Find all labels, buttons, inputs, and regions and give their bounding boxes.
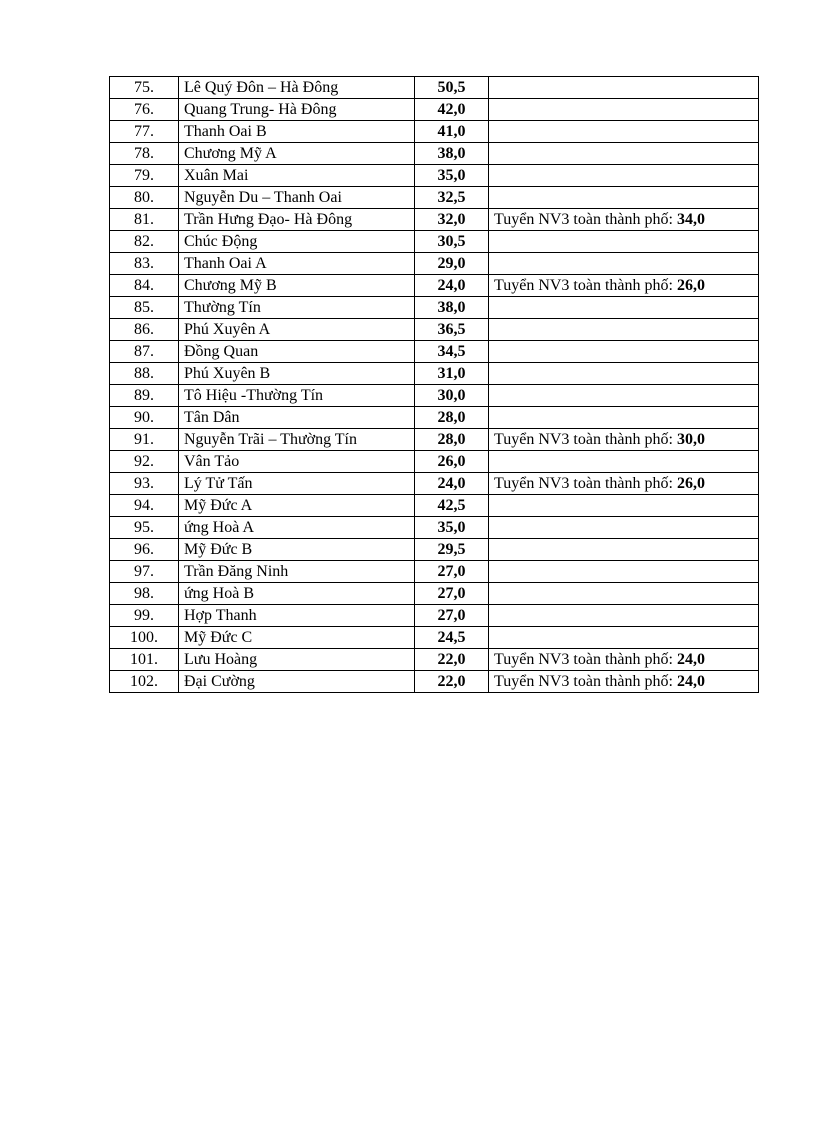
table-row: [110, 253, 759, 275]
row-number-cell: 76.: [110, 99, 179, 121]
table-row: [110, 649, 759, 671]
score-cell: 42,0: [415, 99, 489, 121]
row-number-cell: 91.: [110, 429, 179, 451]
note-cell: [489, 297, 759, 319]
score-cell: 35,0: [415, 165, 489, 187]
note-cell: [489, 649, 759, 671]
note-cell: [489, 77, 759, 99]
row-number-cell: 97.: [110, 561, 179, 583]
score-cell: 24,0: [415, 275, 489, 297]
note-label: Tuyển NV3 toàn thành phố:: [494, 276, 677, 294]
table-row: [110, 363, 759, 385]
score-cell: 24,5: [415, 627, 489, 649]
row-number-cell: 81.: [110, 209, 179, 231]
school-name-cell: Chương Mỹ A: [179, 143, 415, 165]
row-number-cell: 92.: [110, 451, 179, 473]
school-name-cell: Chúc Động: [179, 231, 415, 253]
table-row: [110, 99, 759, 121]
school-name-cell: Lưu Hoàng: [179, 649, 415, 671]
school-name-cell: Tân Dân: [179, 407, 415, 429]
table-row: [110, 495, 759, 517]
table-row: [110, 605, 759, 627]
table-row: [110, 671, 759, 693]
document-page: [109, 76, 759, 693]
note-score-value: 26,0: [676, 276, 705, 294]
school-name-cell: ứng Hoà A: [179, 517, 415, 539]
note-cell: [489, 495, 759, 517]
note-label: Tuyển NV3 toàn thành phố:: [494, 650, 677, 668]
school-name-cell: Mỹ Đức B: [179, 539, 415, 561]
note-cell: [489, 143, 759, 165]
row-number-cell: 79.: [110, 165, 179, 187]
school-name-cell: Trần Đăng Ninh: [179, 561, 415, 583]
row-number-cell: 95.: [110, 517, 179, 539]
school-name-cell: Thanh Oai A: [179, 253, 415, 275]
score-cell: 28,0: [415, 429, 489, 451]
table-row: [110, 627, 759, 649]
score-cell: 35,0: [415, 517, 489, 539]
school-name-cell: Chương Mỹ B: [179, 275, 415, 297]
note-cell: [489, 473, 759, 495]
note-cell: [489, 341, 759, 363]
school-name-cell: Phú Xuyên B: [179, 363, 415, 385]
row-number-cell: 75.: [110, 77, 179, 99]
table-row: [110, 187, 759, 209]
score-cell: 38,0: [415, 143, 489, 165]
table-row: [110, 231, 759, 253]
score-cell: 36,5: [415, 319, 489, 341]
note-label: Tuyển NV3 toàn thành phố:: [494, 672, 677, 690]
note-cell: [489, 363, 759, 385]
school-name-cell: Nguyễn Trãi – Thường Tín: [179, 429, 415, 451]
row-number-cell: 84.: [110, 275, 179, 297]
table-row: [110, 319, 759, 341]
row-number-cell: 98.: [110, 583, 179, 605]
table-row: [110, 143, 759, 165]
score-cell: 29,0: [415, 253, 489, 275]
row-number-cell: 80.: [110, 187, 179, 209]
row-number-cell: 90.: [110, 407, 179, 429]
score-cell: 30,0: [415, 385, 489, 407]
score-cell: 22,0: [415, 671, 489, 693]
score-cell: 41,0: [415, 121, 489, 143]
row-number-cell: 87.: [110, 341, 179, 363]
row-number-cell: 77.: [110, 121, 179, 143]
school-name-cell: Nguyễn Du – Thanh Oai: [179, 187, 415, 209]
school-name-cell: Phú Xuyên A: [179, 319, 415, 341]
row-number-cell: 85.: [110, 297, 179, 319]
note-cell: [489, 407, 759, 429]
school-name-cell: Lý Tử Tấn: [179, 473, 415, 495]
row-number-cell: 78.: [110, 143, 179, 165]
note-label: Tuyển NV3 toàn thành phố:: [494, 210, 677, 228]
note-cell: [489, 671, 759, 693]
school-name-cell: Thanh Oai B: [179, 121, 415, 143]
table-row: [110, 385, 759, 407]
row-number-cell: 94.: [110, 495, 179, 517]
table-row: [110, 407, 759, 429]
row-number-cell: 88.: [110, 363, 179, 385]
note-label: Tuyển NV3 toàn thành phố:: [494, 474, 677, 492]
note-cell: [489, 231, 759, 253]
score-cell: 50,5: [415, 77, 489, 99]
table-row: [110, 297, 759, 319]
note-cell: [489, 517, 759, 539]
admission-score-table: [109, 76, 759, 693]
score-cell: 42,5: [415, 495, 489, 517]
note-score-value: 24,0: [676, 672, 705, 690]
school-name-cell: Đại Cường: [179, 671, 415, 693]
school-name-cell: Lê Quý Đôn – Hà Đông: [179, 77, 415, 99]
school-name-cell: ứng Hoà B: [179, 583, 415, 605]
table-row: [110, 451, 759, 473]
table-row: [110, 77, 759, 99]
note-cell: [489, 429, 759, 451]
note-cell: [489, 187, 759, 209]
school-name-cell: Đồng Quan: [179, 341, 415, 363]
score-cell: 22,0: [415, 649, 489, 671]
table-row: [110, 275, 759, 297]
score-cell: 29,5: [415, 539, 489, 561]
row-number-cell: 101.: [110, 649, 179, 671]
table-row: [110, 517, 759, 539]
school-name-cell: Xuân Mai: [179, 165, 415, 187]
score-cell: 27,0: [415, 605, 489, 627]
note-cell: [489, 99, 759, 121]
note-score-value: 24,0: [676, 650, 705, 668]
table-row: [110, 429, 759, 451]
table-row: [110, 121, 759, 143]
table-row: [110, 165, 759, 187]
row-number-cell: 82.: [110, 231, 179, 253]
note-cell: [489, 165, 759, 187]
score-cell: 28,0: [415, 407, 489, 429]
note-cell: [489, 319, 759, 341]
score-cell: 32,0: [415, 209, 489, 231]
note-cell: [489, 451, 759, 473]
table-row: [110, 583, 759, 605]
note-label: Tuyển NV3 toàn thành phố:: [494, 430, 677, 448]
score-cell: 34,5: [415, 341, 489, 363]
score-cell: 32,5: [415, 187, 489, 209]
note-cell: [489, 385, 759, 407]
school-name-cell: Vân Tảo: [179, 451, 415, 473]
note-score-value: 26,0: [676, 474, 705, 492]
note-cell: [489, 627, 759, 649]
row-number-cell: 86.: [110, 319, 179, 341]
table-row: [110, 209, 759, 231]
score-cell: 27,0: [415, 583, 489, 605]
score-cell: 31,0: [415, 363, 489, 385]
note-score-value: 34,0: [676, 210, 705, 228]
row-number-cell: 102.: [110, 671, 179, 693]
table-row: [110, 539, 759, 561]
note-cell: [489, 539, 759, 561]
note-cell: [489, 209, 759, 231]
note-cell: [489, 253, 759, 275]
table-row: [110, 341, 759, 363]
note-cell: [489, 561, 759, 583]
note-cell: [489, 275, 759, 297]
score-cell: 27,0: [415, 561, 489, 583]
school-name-cell: Trần Hưng Đạo- Hà Đông: [179, 209, 415, 231]
row-number-cell: 99.: [110, 605, 179, 627]
school-name-cell: Hợp Thanh: [179, 605, 415, 627]
score-cell: 26,0: [415, 451, 489, 473]
score-cell: 30,5: [415, 231, 489, 253]
note-cell: [489, 605, 759, 627]
school-name-cell: Quang Trung- Hà Đông: [179, 99, 415, 121]
score-cell: 24,0: [415, 473, 489, 495]
note-score-value: 30,0: [676, 430, 705, 448]
row-number-cell: 83.: [110, 253, 179, 275]
school-name-cell: Mỹ Đức A: [179, 495, 415, 517]
school-name-cell: Thường Tín: [179, 297, 415, 319]
note-cell: [489, 121, 759, 143]
row-number-cell: 93.: [110, 473, 179, 495]
school-name-cell: Tô Hiệu -Thường Tín: [179, 385, 415, 407]
row-number-cell: 89.: [110, 385, 179, 407]
school-name-cell: Mỹ Đức C: [179, 627, 415, 649]
score-table-body: [110, 77, 759, 693]
score-cell: 38,0: [415, 297, 489, 319]
row-number-cell: 96.: [110, 539, 179, 561]
note-cell: [489, 583, 759, 605]
table-row: [110, 561, 759, 583]
table-row: [110, 473, 759, 495]
row-number-cell: 100.: [110, 627, 179, 649]
